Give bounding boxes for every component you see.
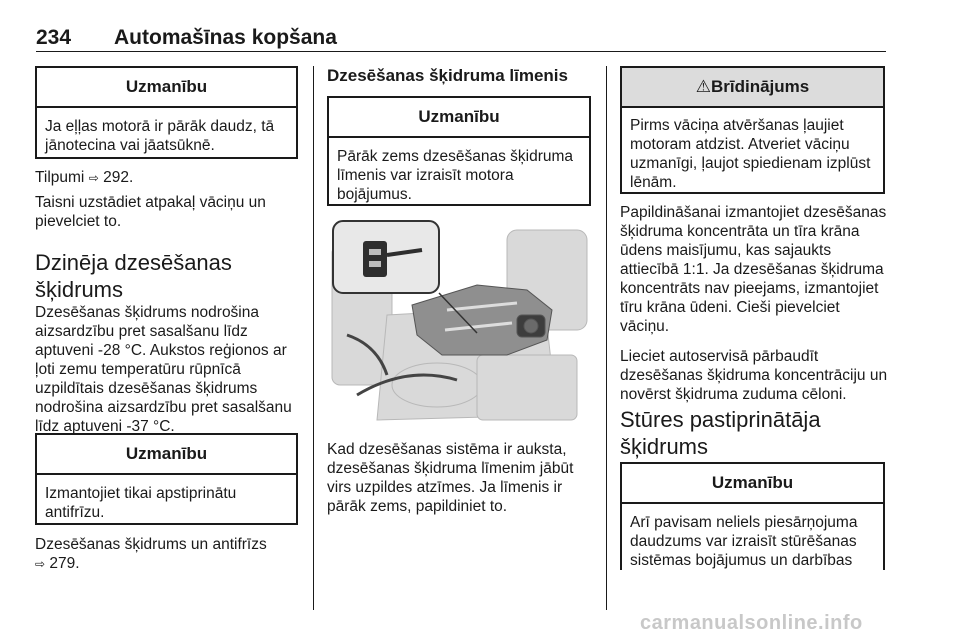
engine-coolant-reservoir-diagram bbox=[327, 215, 591, 426]
warning-title-bar bbox=[622, 68, 883, 108]
antifreeze-ref-label: Dzesēšanas šķidrums un antifrīzs bbox=[35, 536, 267, 553]
section-heading-coolant: Dzinēja dzesēšanas šķidrums bbox=[35, 250, 232, 302]
notice-body: Ja eļļas motorā ir pārāk daudz, tā jānotecina vai jāatsūknē. bbox=[45, 118, 275, 154]
notice-box-low-level bbox=[327, 96, 591, 206]
antifreeze-ref bbox=[35, 535, 295, 574]
notice-title: Uzmanību bbox=[37, 435, 296, 475]
page-number: 234 bbox=[36, 26, 72, 49]
column-separator-2 bbox=[606, 66, 607, 610]
page-header bbox=[36, 26, 888, 52]
notice-body: Arī pavisam neliels piesārņojuma daudzums var izraisīt stūrēšanas sistēmas bojājumus un darbības bbox=[630, 514, 858, 569]
notice-box-steering bbox=[620, 462, 885, 570]
refill-paragraph: Papildināšanai izmantojiet dzesēšanas šķidruma koncentrāta un tīra krāna ūdens maisījumu, kas sajaukts attiecībā 1:1. Ja dzesēšanas šķidruma koncentrāts nav pieejams, izmantojiet tīru krāna ūdeni. Cieši pievelciet vāciņu. bbox=[620, 204, 887, 335]
coolant-level-paragraph: Kad dzesēšanas sistēma ir auksta, dzesēšanas šķidruma līmenim jābūt virs uzpildes atzīmes. Ja līmenis ir pārāk zems, papildiniet to. bbox=[327, 441, 574, 515]
header-rule bbox=[36, 51, 886, 52]
warning-box-cap bbox=[620, 66, 885, 194]
warning-body: Pirms vāciņa atvēršanas ļaujiet motoram atdzist. Atveriet vāciņu uzmanīgi, ļaujot spiedienam izplūst lēnām. bbox=[630, 117, 871, 191]
notice-title: Uzmanību bbox=[622, 464, 883, 504]
notice-box-antifreeze bbox=[35, 433, 298, 525]
reference-arrow-icon: ⇨ bbox=[35, 557, 46, 571]
reference-arrow-icon: ⇨ bbox=[88, 171, 99, 185]
engine-bay-illustration bbox=[327, 215, 591, 426]
notice-title: Uzmanību bbox=[329, 98, 589, 138]
section-heading-power-steering: Stūres pastiprinātāja šķidrums bbox=[620, 407, 821, 459]
notice-box-oil bbox=[35, 66, 298, 159]
page-title: Automašīnas kopšana bbox=[114, 26, 337, 49]
tilpumi-ref-line bbox=[35, 168, 305, 188]
taisni-paragraph: Taisni uzstādiet atpakaļ vāciņu un pievelciet to. bbox=[35, 194, 266, 230]
watermark: carmanualsonline.info bbox=[640, 612, 863, 634]
notice-body: Izmantojiet tikai apstiprinātu antifrīzu. bbox=[45, 485, 237, 521]
tilpumi-page-ref[interactable]: 292. bbox=[103, 169, 134, 186]
notice-body: Pārāk zems dzesēšanas šķidruma līmenis var izraisīt motora bojājumus. bbox=[337, 148, 574, 203]
notice-title: Uzmanību bbox=[37, 68, 296, 108]
tilpumi-label: Tilpumi bbox=[35, 169, 85, 186]
antifreeze-page-ref[interactable]: 279. bbox=[49, 555, 80, 572]
section-heading-coolant-level: Dzesēšanas šķidruma līmenis bbox=[327, 66, 568, 85]
column-separator-1 bbox=[313, 66, 314, 610]
warning-title: Brīdinājums bbox=[711, 77, 810, 96]
coolant-paragraph: Dzesēšanas šķidrums nodrošina aizsardzību pret sasalšanu līdz aptuveni -28 °C. Aukstos reģionos ar ļoti zemu temperatūru rūpnīcā uzpildītais dzesēšanas šķidrums nodrošina aizsardzību pret sasalšanu līdz aptuveni -37 °C. bbox=[35, 304, 292, 435]
service-paragraph: Lieciet autoservisā pārbaudīt dzesēšanas šķidruma koncentrāciju un novērst šķidruma zuduma cēloni. bbox=[620, 348, 888, 403]
warning-triangle-icon: ⚠ bbox=[695, 77, 711, 96]
